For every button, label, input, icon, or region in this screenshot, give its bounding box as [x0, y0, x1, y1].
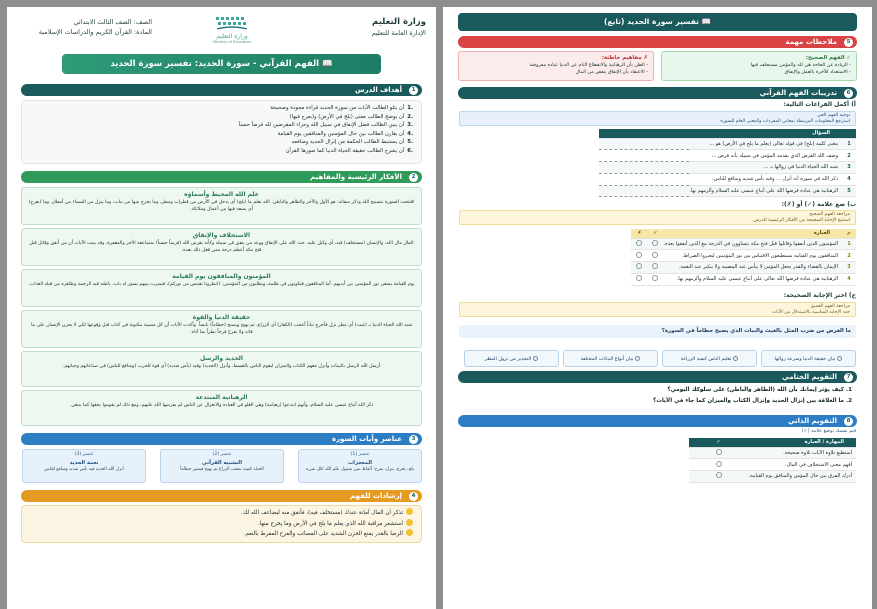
list-item: استشعر مراقبة الله الذي يعلم ما يلج في الأرض وما يخرج منها.: [30, 519, 413, 530]
table-row: 2 وصف الله القرض الذي يقدمه المؤمن في سبيله بأنه قرض ...: [599, 150, 856, 162]
table-row: 4 ذكر الله في سورة أنه أنزل ... وفيه بأس شديد ومنافع للناس.: [599, 173, 856, 185]
ideas-section-header: [21, 171, 422, 183]
logo-subtext: Ministry of Education: [213, 40, 251, 44]
mcq-option[interactable]: التحذير من نزول المطر: [464, 350, 559, 367]
concept-card: [21, 351, 422, 387]
concept-title: علم الله المحيط وأسماؤه: [184, 191, 259, 198]
concept-card: [21, 228, 422, 266]
mcq-option[interactable]: تعليم الناس كيفية الزراعة: [662, 350, 757, 367]
table-row: 3 شبه الله الحياة الدنيا في زوالها بـ ...: [599, 162, 856, 174]
ministry-logo: [202, 15, 262, 49]
logo-text: وزارة التعليم: [216, 33, 248, 40]
table-row: أدرك الفرق بين حال المؤمن والمنافق يوم القيامة.: [689, 471, 856, 483]
section-title: أهداف الدرس: [354, 86, 402, 94]
table-row: 1 معنى كلمة (يلج) في قوله تعالى (يعلم ما يلج في الأرض) هو ...: [599, 138, 856, 150]
feature-card: عنصر (3) نعمة الحديد أنزل الله الحديد فيه بأس شديد ومنافع للناس: [22, 449, 146, 483]
false-radio[interactable]: [636, 263, 642, 269]
section-title: تدريبات الفهم القرآني: [759, 89, 837, 97]
self-check-radio[interactable]: [716, 472, 722, 478]
list-item: تذكر أن المال أمانة عندك (مستخلف فيه)، فأنفق منه ليضاعف الله لك.: [30, 508, 413, 519]
self-eval-section-header: [458, 415, 857, 427]
list-item: الرضا بالقدر يمنع الحزن الشديد على المصائب والفرح المفرط بالنعم.: [30, 529, 413, 540]
false-radio[interactable]: [636, 275, 642, 281]
section-title: إرشادات للفهم: [349, 492, 402, 500]
table-row: 5 الرهبانية هي عبادة فرضها الله على أتباع عيسى عليه السلام وألزمهم بها.: [599, 185, 856, 197]
concept-title: الحديد والرسل: [200, 355, 243, 362]
worksheet-page-1: [7, 7, 436, 609]
part-c-heading: ج) اختر الإجابة الصحيحة:: [783, 292, 856, 299]
grade-label: الصف: الصف الثالث الابتدائي: [73, 18, 152, 26]
concept-body: شبه الله الحياة الدنيا بـ (غيث) أي مطر نزل فأخرج نباتاً أعجب (الكفار) أي الزراع، ثم يهيج ويصبح (حطاماً) يابساً. وأكدت الآيات أن كل مصيبة مكتوبة في كتاب قبل وقوعها لكي لا يحزن الإنسان على ما فاته ولا يفرح فرحاً بطراً بما آتاه.: [30, 323, 413, 336]
guidance-list: [21, 505, 422, 543]
bulb-icon: [406, 529, 413, 536]
concept-body: افتتحت السورة بتسبيح الله وذكر صفاته: هو الأول والآخر والظاهر والباطن. الله يعلم ما (يلج) أي يدخل في الأرض من قطرات ومطر، وما يخرج منها من نبات، وما ينزل من السماء من أمطار، وما (يعرج) أي يصعد فيها من أعمال وملائكة.: [28, 200, 415, 213]
page-header: [17, 15, 426, 49]
hint-box: توجيه الفهم الحي استرجع المعلومات المرتبطة بمعاني المفردات والمعنى العام للسورة: [459, 111, 856, 126]
bulb-icon: [406, 519, 413, 526]
concept-card: [21, 310, 422, 348]
hint-box: مراجعة الفهم الصحيح استنتج الإجابة الصحيحة من الأفكار الرئيسية للدرس: [459, 210, 856, 225]
book-icon: 📖: [319, 59, 333, 69]
concept-title: الاستخلاف والإنفاق: [192, 232, 251, 239]
eval-question: 2. ما العلاقة بين إنزال الحديد وإنزال الكتاب والميزان كما جاء في الآيات؟: [652, 398, 852, 404]
table-row: أفهم معنى الاستخلاف في المال.: [689, 459, 856, 471]
section-title: التقويم الذاتي: [787, 417, 837, 425]
self-check-radio[interactable]: [716, 461, 722, 467]
section-number: 8: [844, 417, 853, 426]
exercises-section-header: [458, 87, 857, 99]
answer-blank[interactable]: [599, 185, 689, 197]
part-b-heading: ب) ضع علامة (✓) أو (✗):: [781, 201, 856, 208]
worksheet-page-2: [443, 7, 872, 609]
concept-title: المؤمنون والمنافقون يوم القيامة: [172, 273, 271, 280]
subject-label: المادة: القرآن الكريم والدراسات الإسلامية: [38, 28, 152, 36]
false-radio[interactable]: [636, 240, 642, 246]
misconceptions-box: ✗ مفاهيم خاطئة: - الظن بأن الرهبانية والانقطاع التام عن الدنيا عبادة مفروضة - الاعتقاد بأن الإنفاق ينقص من المال: [458, 51, 654, 81]
section-title: الأفكار الرئيسية والمفاهيم: [310, 173, 402, 181]
hint-box: مراجعة الفهم العميق حدد الإجابة المناسبة بالاستدلال من الآيات: [459, 302, 856, 317]
section-number: 2: [409, 173, 418, 182]
table-row: 2 المنافقون يوم القيامة يستطيعون الاقتباس من نور المؤمنين ليعبروا الصراط.: [631, 250, 856, 262]
list-item: .1أن يتلو الطالب الآيات من سورة الحديد قراءة مجودة وصحيحة: [270, 105, 413, 111]
ministry-name: وزارة التعليم: [372, 17, 426, 27]
radio-icon: [837, 356, 842, 361]
section-title: عناصر وآيات السورة: [331, 435, 402, 443]
mcq-option[interactable]: بيان أنواع النباتات المختلفة: [563, 350, 658, 367]
list-item: .4أن يقارن الطالب بين حال المؤمنين والمنافقين يوم القيامة: [277, 130, 413, 137]
part-a-heading: أ) أكمل الفراغات التالية:: [783, 101, 856, 108]
section-title: ملاحظات مهمة: [785, 38, 837, 46]
list-item: .6أن يشرح الطالب حقيقة الحياة الدنيا كما صورها القرآن: [285, 147, 413, 154]
mcq-question: ما الغرض من ضرب المثل بالغيث والنبات الذي يصبح حطاماً في السورة؟: [459, 325, 856, 338]
mcq-option[interactable]: بيان حقيقة الدنيا وسرعة زوالها: [761, 350, 856, 367]
table-row: 1 المؤمنون الذين أنفقوا وقاتلوا قبل فتح مكة يتساوون في الدرجة مع الذين أنفقوا بعده.: [631, 238, 856, 250]
guidance-section-header: [21, 490, 422, 502]
concept-card: [21, 269, 422, 307]
section-number: 6: [844, 89, 853, 98]
concept-body: المال مال الله، والإنسان (مستخلف) فيه، أي وكيل عليه. حث الله على الإنفاق ووعد من ينفق في سبيله وكأنه يقرض الله (قرضاً حسناً) بمضاعفة الأجر والمغفرة، وقد بينت الآيات أن من أنفق وقاتل قبل فتح مكة أعظم درجة ممن فعل ذلك بعده.: [29, 241, 414, 254]
lesson-title-text: الفهم القرآني - سورة الحديد: تفسير سورة الحديد: [110, 59, 320, 69]
correct-understanding-box: ✓ الفهم الصحيح: - الزيادة عن الحاجة هي لله والمؤمن مستخلف فيها - الاستعداد للآخرة بالعمل والإنفاق: [661, 51, 857, 81]
concept-body: ذكر الله أتباع عيسى عليه السلام، وأنهم ابتدعوا (رهبانية) وهي الغلو في العبادة والانعزال عن الناس لم يفرضها الله عليهم، ومع ذلك لم يقوموا بحقها كما ينبغي.: [69, 403, 374, 408]
table-row: أستطيع تلاوة الآيات تلاوة صحيحة.: [689, 447, 856, 459]
eval-question: 1. كيف يؤثر إيمانك بأن الله (الظاهر والباطن) على سلوكك اليومي؟: [667, 387, 852, 393]
feature-card: عنصر (1) المعجزات يلج، يخرج، ينزل، يعرج: ألفاظ تبين شمول علم الله لكل شيء: [298, 449, 422, 483]
final-eval-section-header: [458, 371, 857, 383]
book-icon: 📖: [698, 17, 711, 26]
objectives-list: [21, 100, 422, 164]
lesson-title: [62, 54, 381, 74]
radio-icon: [635, 356, 640, 361]
section-number: 1: [409, 86, 418, 95]
self-eval-hint: قيم نفسك بوضع علامة (✓): [801, 429, 856, 434]
features-section-header: [21, 433, 422, 445]
list-item: .3أن يبين الطالب فضل الإنفاق في سبيل الله وجزاء المقرضين لله قرضاً حسناً: [238, 122, 413, 129]
true-radio[interactable]: [652, 263, 658, 269]
concept-card: [21, 390, 422, 426]
answer-blank[interactable]: [599, 138, 689, 150]
objectives-section-header: [21, 84, 422, 96]
notes-section-header: [458, 36, 857, 48]
section-title: التقويم الختامي: [782, 373, 837, 381]
self-check-radio[interactable]: [716, 449, 722, 455]
true-radio[interactable]: [652, 252, 658, 258]
feature-card: عنصر (2) التشبيه القرآني الحياة كغيث يعجب الزراع ثم يهيج فيصير حطاماً: [160, 449, 284, 483]
section-number: 3: [409, 435, 418, 444]
logo-icon: [214, 15, 250, 33]
concept-body: أرسل الله الرسل بالبينات وأنزل معهم الكتاب والميزان ليقوم الناس بالقسط. وأنزل (الحديد) وفيه (بأس شديد) أي قوة للحرب (ومنافع للناس) في صناعاتهم وحياتهم.: [62, 364, 381, 369]
section-number: 4: [409, 492, 418, 501]
header-ministry-block: [372, 17, 426, 37]
fill-blanks-table: م السؤال 1 معنى كلمة (يلج) في قوله تعالى (يعلم ما يلج في الأرض) هو ... 2 وصف الله القرض الذي يقدمه المؤمن في سبيله بأنه قرض ... 3 شبه الله الحياة الدنيا في زوالها بـ ... 4 ذكر الله في سورة أنه أنزل ... وفيه بأس شديد ومنافع للناس. 5 الرهبانية هي عبادة فرضها الله على أتباع عيسى عليه السلام وألزمهم بها.: [599, 129, 856, 197]
self-eval-table: المهارة / العبارة ✓ أستطيع تلاوة الآيات تلاوة صحيحة. أفهم معنى الاستخلاف في المال. أدرك الفرق بين حال المؤمن والمنافق يوم القيامة.: [689, 438, 856, 483]
table-row: 3 الإيمان بالقضاء والقدر يجعل المؤمن لا ييأس عند المصيبة ولا يتكبر عند النعمة.: [631, 262, 856, 274]
concept-card: [21, 187, 422, 225]
answer-blank[interactable]: [599, 173, 689, 185]
section-number: 5: [844, 38, 853, 47]
answer-blank[interactable]: [599, 150, 689, 162]
false-radio[interactable]: [636, 252, 642, 258]
concept-title: الرهبانية المبتدعة: [195, 394, 248, 401]
admin-name: الإدارة العامة للتعليم: [371, 29, 426, 37]
radio-icon: [533, 356, 538, 361]
answer-blank[interactable]: [599, 162, 689, 174]
true-false-table: م العبارة ✓ ✗ 1 المؤمنون الذين أنفقوا وقاتلوا قبل فتح مكة يتساوون في الدرجة مع الذين أنفقوا بعده. 2 المنافقون يوم القيامة يستطيعون الاقتباس من نور المؤمنين ليعبروا الصراط. 3 الإيمان بالقضاء والقدر يجعل المؤمن لا ييأس عند المصيبة ولا يتكبر عند النعمة. 4 الرهبانية هي عبادة فرضها الله تعالى على أتباع عيسى عليه السلام وألزمهم بها.: [631, 229, 856, 286]
header-class-block: [17, 17, 152, 37]
section-number: 7: [844, 373, 853, 382]
table-row: 4 الرهبانية هي عبادة فرضها الله تعالى على أتباع عيسى عليه السلام وألزمهم بها.: [631, 273, 856, 285]
radio-icon: [733, 356, 738, 361]
concept-title: حقيقة الدنيا والقوة: [192, 314, 251, 321]
page-title: 📖 تفسير سورة الحديد (تابع): [458, 13, 857, 31]
list-item: .2أن يوضح الطالب معنى (يلج في الأرض) و(يعرج فيها): [289, 113, 413, 120]
concept-body: يوم القيامة يسعى نور المؤمنين بين أيديهم. أما المنافقون فيكونون في ظلمة، ويطلبون من المؤمنين: (انظرونا نقتبس من نوركم)، فيضرب بينهم بسور له باب، باطنه فيه الرحمة وظاهره من قبله العذاب.: [28, 282, 415, 287]
true-radio[interactable]: [652, 275, 658, 281]
bulb-icon: [406, 508, 413, 515]
list-item: .5أن يستنبط الطالب الحكمة من إنزال الحديد ومنافعه: [291, 139, 413, 146]
true-radio[interactable]: [652, 240, 658, 246]
